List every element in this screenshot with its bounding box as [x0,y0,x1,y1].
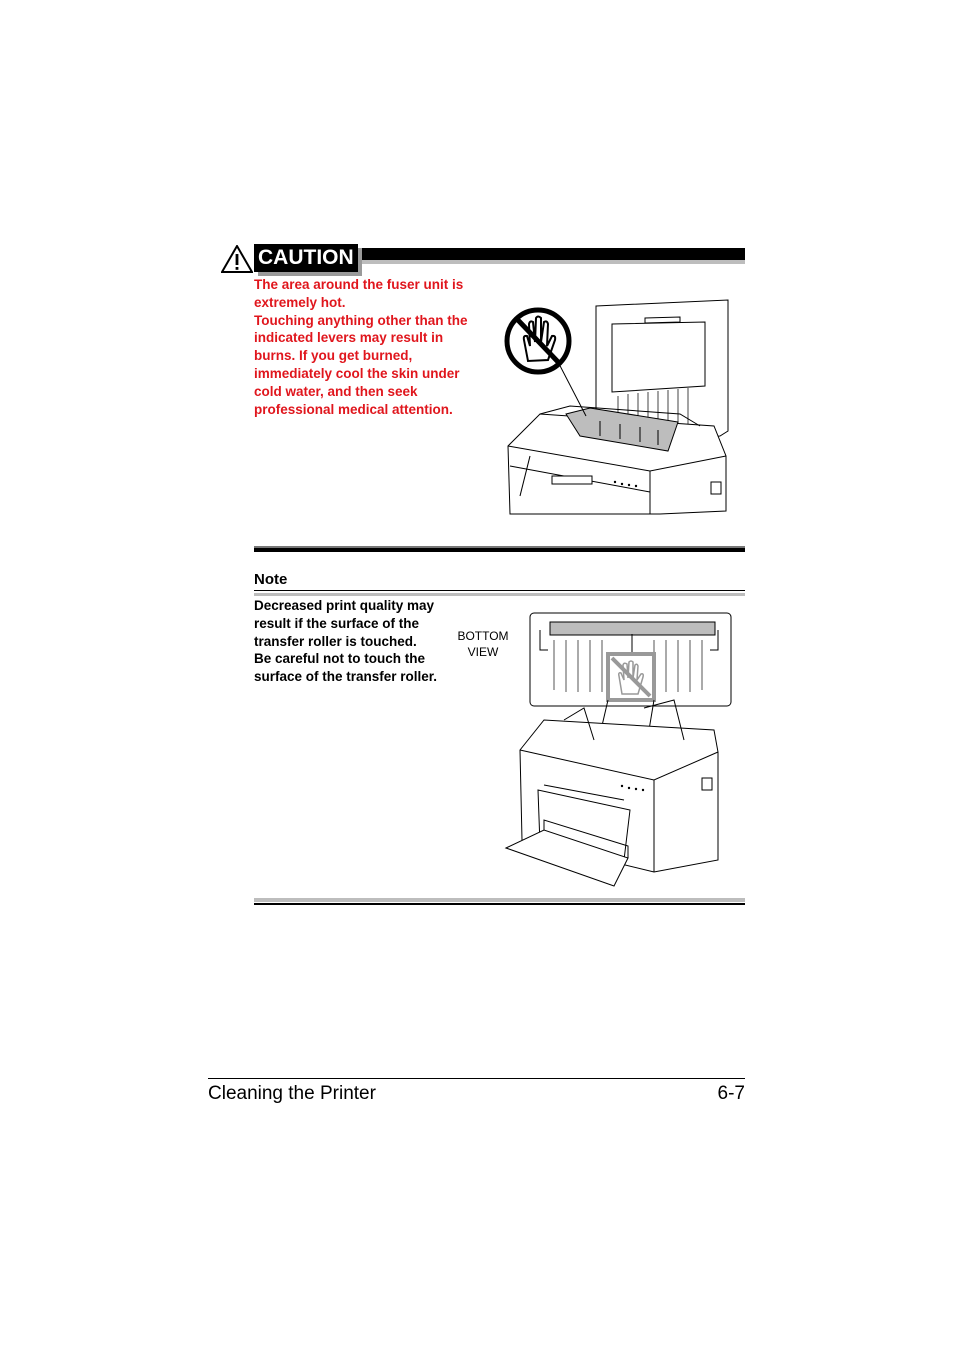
note-line: Decreased print quality may [254,598,435,613]
note-end-rule-shadow [254,898,745,902]
caution-line: burns. If you get burned, [254,348,413,364]
caution-line: The area around the fuser unit is [254,277,464,292]
caution-line: cold water, and then seek [254,383,418,399]
note-line: Be careful not to touch the [254,651,426,667]
note-line: transfer roller is touched. [254,633,417,649]
note-line: result if the surface of the [254,615,420,631]
transfer-roller-illustration [504,610,736,890]
caution-line: professional medical attention. [254,401,453,417]
caution-end-rule-thick [254,548,745,552]
footer-page-number: 6-7 [717,1083,745,1104]
printer-open-illustration [500,296,732,516]
footer-section-title: Cleaning the Printer [208,1083,376,1104]
no-touch-hand-icon [608,654,654,700]
note-end-rule [254,903,745,905]
caution-line: immediately cool the skin under [254,365,460,381]
note-title: Note [254,571,288,588]
no-touch-hand-icon [507,310,569,372]
caution-line: indicated levers may result in [254,330,444,346]
warning-triangle-icon [221,245,253,273]
bottom-view-line1: BOTTOM [457,629,509,643]
caution-line: Touching anything other than the [254,312,468,328]
caution-text [254,276,494,418]
note-text [254,597,464,686]
note-line: surface of the transfer roller. [254,669,438,685]
note-rule-shadow [254,593,745,596]
footer-rule [208,1078,745,1079]
bottom-view-line2: VIEW [467,645,499,659]
caution-label: CAUTION [254,244,358,272]
note-rule [254,590,745,591]
caution-line: extremely hot. [254,294,346,310]
